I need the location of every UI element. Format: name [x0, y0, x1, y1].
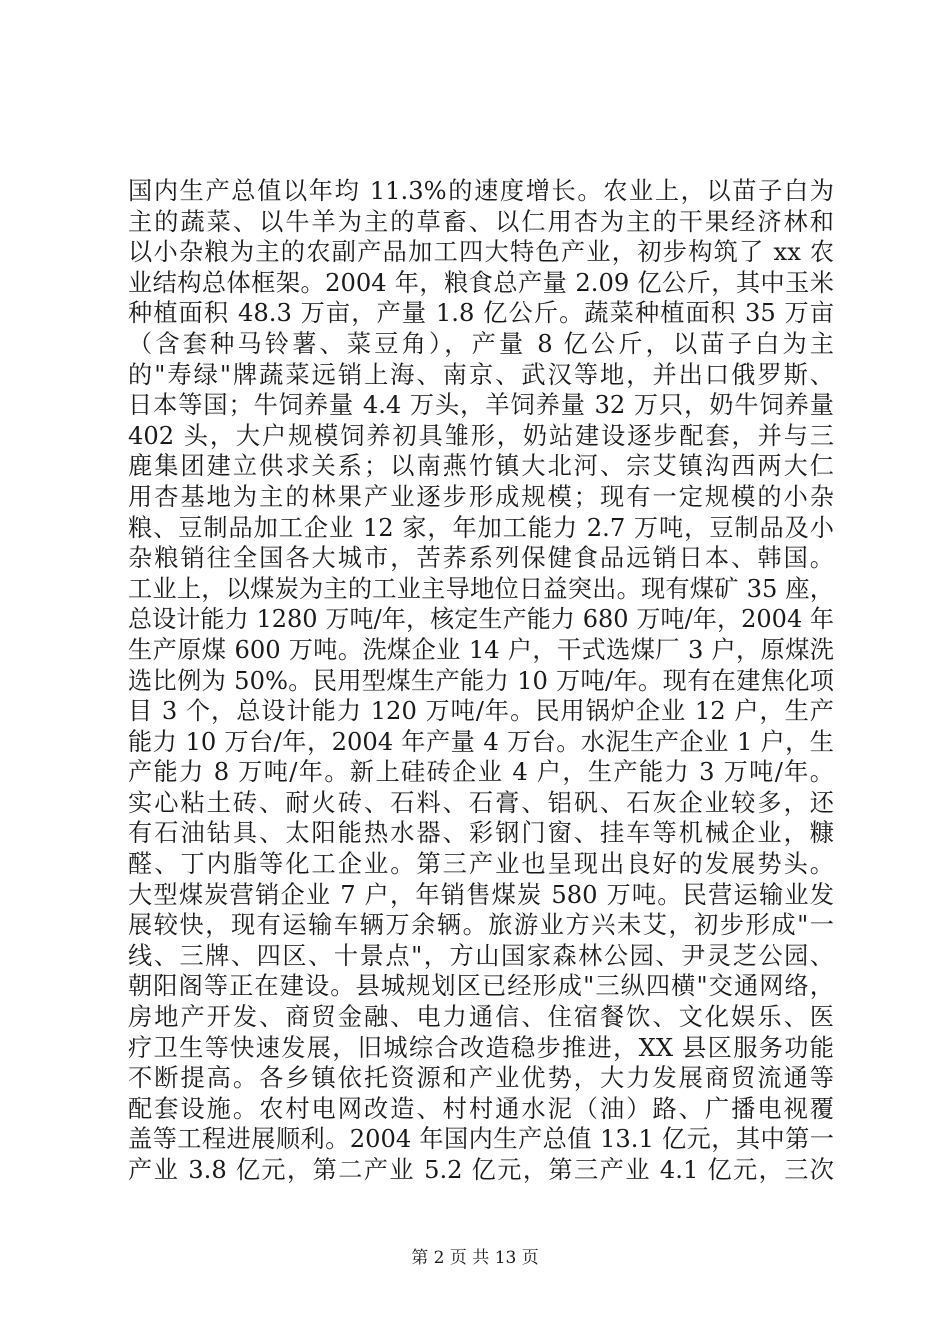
text-line: 工业上，以煤炭为主的工业主导地位日益突出。现有煤矿 35 座， [128, 574, 834, 603]
text-line: 不断提高。各乡镇依托资源和产业优势，大力发展商贸流通等 [128, 1064, 834, 1093]
text-line: 日本等国；牛饲养量 4.4 万头，羊饲养量 32 万只，奶牛饲养量 [128, 391, 834, 420]
text-line: 生产原煤 600 万吨。洗煤企业 14 户，干式选煤厂 3 户，原煤洗 [128, 635, 834, 664]
text-line: 实心粘土砖、耐火砖、石料、石膏、铝矾、石灰企业较多，还 [128, 788, 834, 817]
text-line: 有石油钻具、太阳能热水器、彩钢门窗、挂车等机械企业，糠 [128, 819, 834, 848]
page-footer: 第 2 页 共 13 页 [411, 1248, 539, 1268]
text-line: 配套设施。农村电网改造、村村通水泥（油）路、广播电视覆 [128, 1094, 834, 1123]
text-line: 盖等工程进展顺利。2004 年国内生产总值 13.1 亿元，其中第一 [128, 1125, 834, 1154]
text-line: 国内生产总值以年均 11.3%的速度增长。农业上，以苗子白为 [128, 177, 834, 205]
text-line: 选比例为 50%。民用型煤生产能力 10 万吨/年。现有在建焦化项 [128, 666, 834, 695]
text-line: 能力 10 万台/年，2004 年产量 4 万台。水泥生产企业 1 户，生 [128, 727, 834, 756]
text-line: 的"寿绿"牌蔬菜远销上海、南京、武汉等地，并出口俄罗斯、 [128, 360, 834, 389]
text-line: 房地产开发、商贸金融、电力通信、住宿餐饮、文化娱乐、医 [128, 1003, 834, 1032]
text-line: 疗卫生等快速发展，旧城综合改造稳步推进，XX 县区服务功能 [128, 1033, 834, 1062]
text-line: 线、三牌、四区、十景点"，方山国家森林公园、尹灵芝公园、 [128, 941, 834, 970]
text-line: 402 头，大户规模饲养初具雏形，奶站建设逐步配套，并与三 [128, 421, 834, 450]
text-line: 用杏基地为主的林果产业逐步形成规模；现有一定规模的小杂 [128, 482, 834, 511]
text-line: 粮、豆制品加工企业 12 家，年加工能力 2.7 万吨，豆制品及小 [128, 513, 834, 542]
text-line: 目 3 个，总设计能力 120 万吨/年。民用锅炉企业 12 户，生产 [128, 697, 834, 726]
text-line: 以小杂粮为主的农副产品加工四大特色产业，初步构筑了 xx 农 [128, 238, 834, 267]
text-line: 朝阳阁等正在建设。县城规划区已经形成"三纵四横"交通网络， [128, 972, 834, 1001]
text-line: 醛、丁内脂等化工企业。第三产业也呈现出良好的发展势头。 [128, 850, 834, 879]
text-line: （含套种马铃薯、菜豆角），产量 8 亿公斤，以苗子白为主 [128, 329, 834, 358]
text-line: 大型煤炭营销企业 7 户，年销售煤炭 580 万吨。民营运输业发 [128, 880, 834, 909]
body-paragraph [128, 176, 834, 1186]
text-line: 产业 3.8 亿元，第二产业 5.2 亿元，第三产业 4.1 亿元，三次 [128, 1156, 834, 1184]
text-line: 总设计能力 1280 万吨/年，核定生产能力 680 万吨/年，2004 年 [128, 605, 834, 634]
text-line: 鹿集团建立供求关系；以南燕竹镇大北河、宗艾镇沟西两大仁 [128, 452, 834, 481]
text-line: 产能力 8 万吨/年。新上硅砖企业 4 户，生产能力 3 万吨/年。 [128, 758, 834, 787]
text-line: 业结构总体框架。2004 年，粮食总产量 2.09 亿公斤，其中玉米 [128, 268, 834, 297]
text-line: 种植面积 48.3 万亩，产量 1.8 亿公斤。蔬菜种植面积 35 万亩 [128, 299, 834, 328]
text-line: 杂粮销往全国各大城市，苦荞系列保健食品远销日本、韩国。 [128, 544, 834, 573]
text-line: 展较快，现有运输车辆万余辆。旅游业方兴未艾，初步形成"一 [128, 911, 834, 940]
text-line: 主的蔬菜、以牛羊为主的草畜、以仁用杏为主的干果经济林和 [128, 207, 834, 236]
